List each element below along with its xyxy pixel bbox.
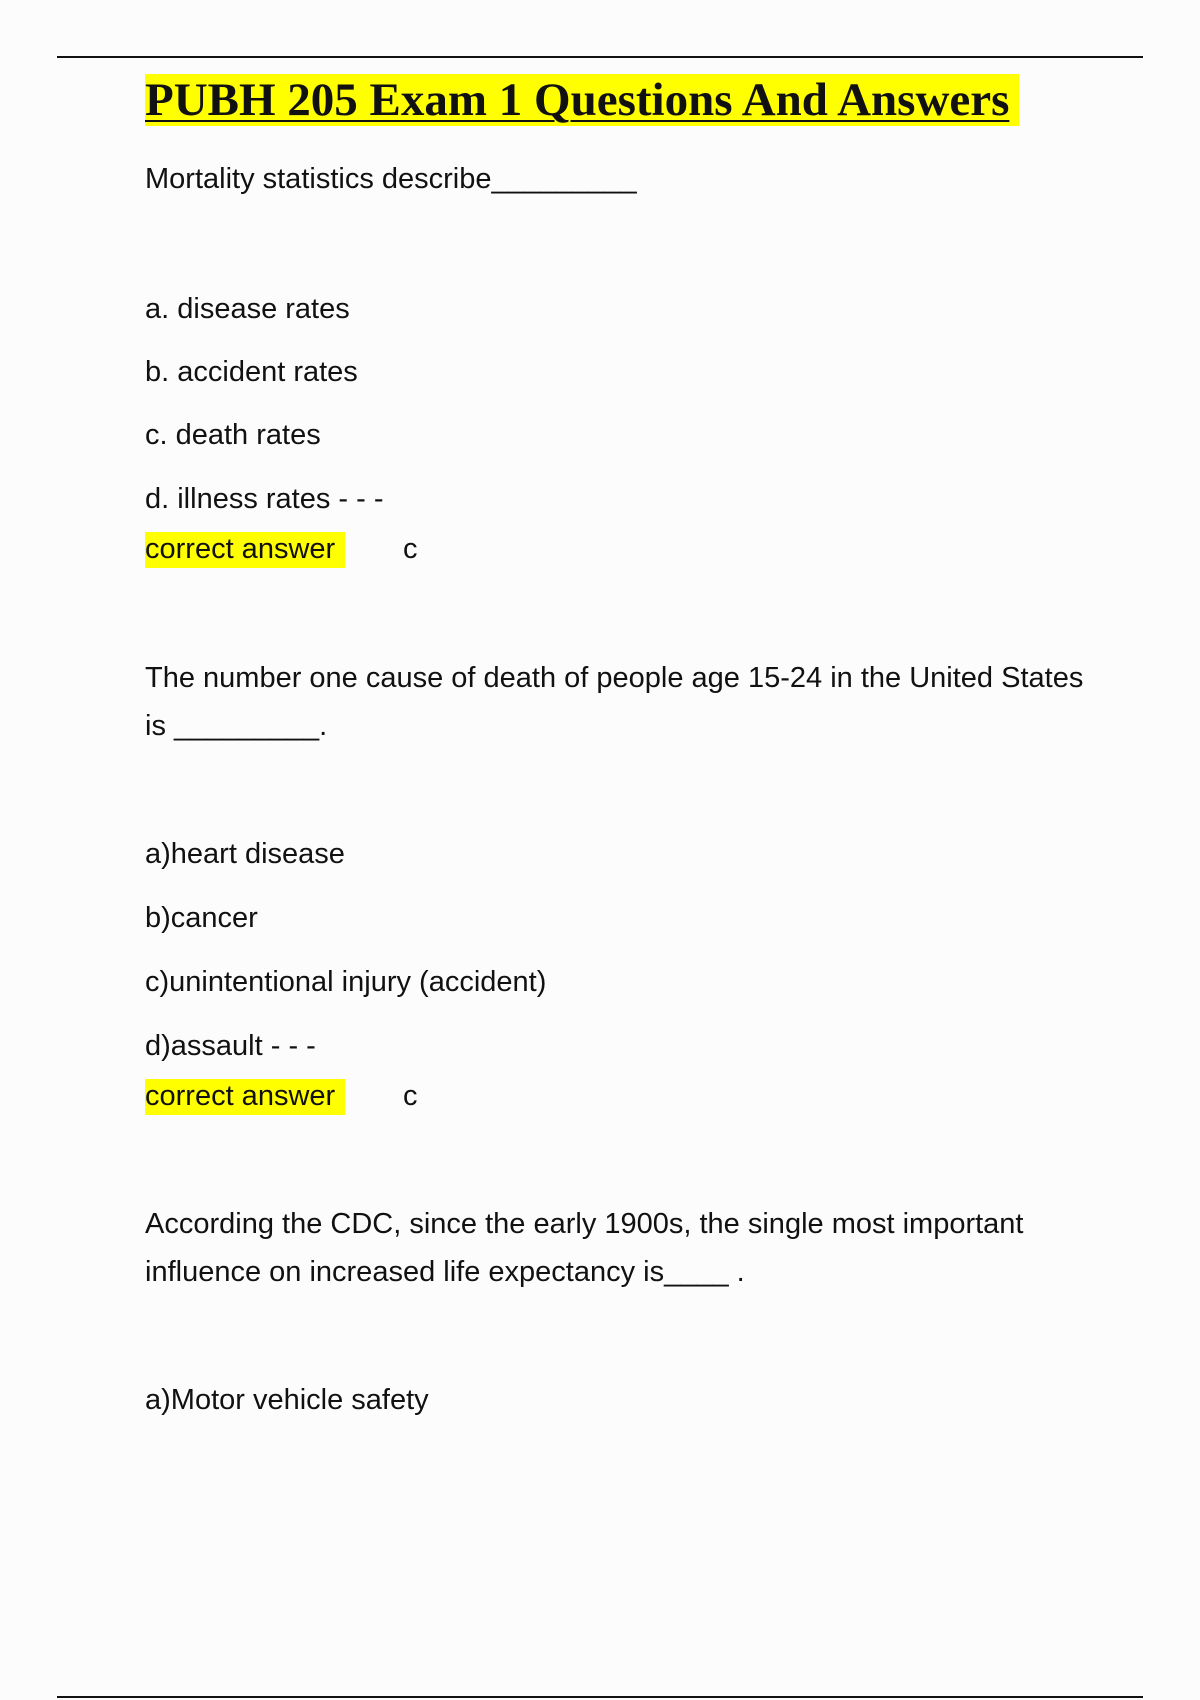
question-1-prompt: Mortality statistics describe_________ <box>145 163 637 195</box>
question-2-prompt: The number one cause of death of people age 15-24 in the United States is _________. <box>145 662 1084 742</box>
question-2-option-c: c)unintentional injury (accident) <box>145 966 547 998</box>
question-1-option-d: d. illness rates - - - <box>145 483 384 515</box>
top-rule <box>57 56 1143 58</box>
correct-answer-value: c <box>403 533 418 565</box>
correct-answer-label: correct answer <box>145 1079 345 1115</box>
bottom-rule <box>57 1696 1143 1698</box>
correct-answer-label: correct answer <box>145 532 345 568</box>
question-2-answer <box>145 1077 545 1115</box>
question-1-option-c: c. death rates <box>145 419 321 451</box>
question-2-option-a: a)heart disease <box>145 838 345 870</box>
question-1-answer <box>145 530 545 568</box>
question-3-prompt: According the CDC, since the early 1900s, the single most important influence on increased life expectancy is____ . <box>145 1208 1024 1288</box>
question-3-option-a: a)Motor vehicle safety <box>145 1384 429 1416</box>
question-1-option-b: b. accident rates <box>145 356 358 388</box>
document-title: PUBH 205 Exam 1 Questions And Answers <box>145 72 1019 128</box>
question-1-option-a: a. disease rates <box>145 293 350 325</box>
correct-answer-value: c <box>403 1080 418 1112</box>
question-2-option-b: b)cancer <box>145 902 258 934</box>
question-2-option-d: d)assault - - - <box>145 1030 316 1062</box>
